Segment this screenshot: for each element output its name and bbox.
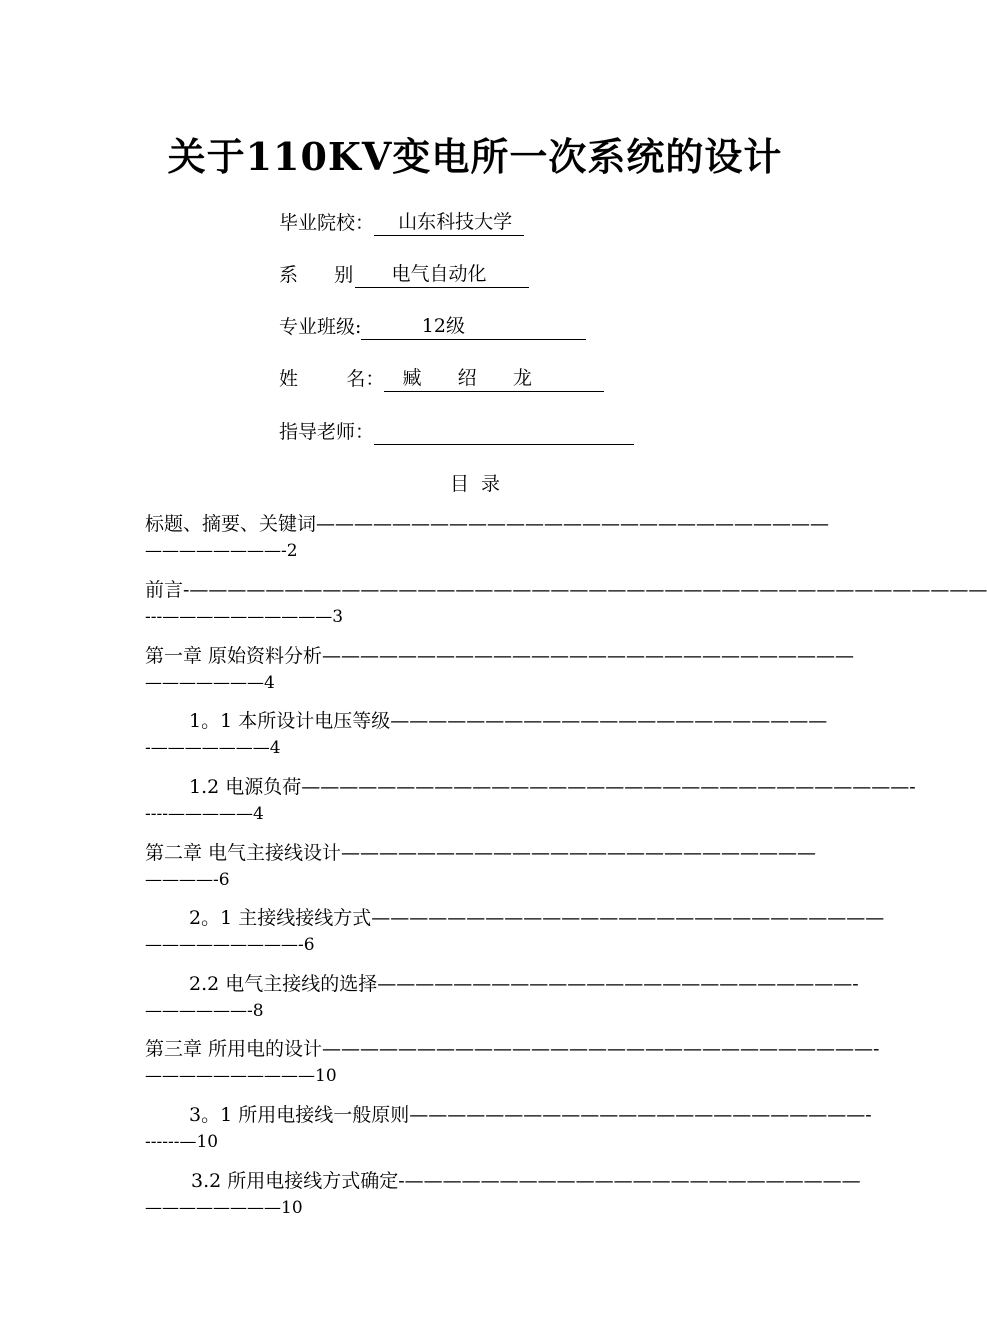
- toc-entry-text: 3。1 所用电接线一般原则————————————————————————-: [189, 1104, 872, 1126]
- info-label: 专业班级:: [279, 316, 362, 338]
- toc-entry-text: 第三章 所用电的设计—————————————————————————————-: [145, 1038, 880, 1060]
- toc-entry-text: 1.2 电源负荷————————————————————————————————-: [189, 776, 916, 798]
- toc-entry-page: ——————————10: [145, 1066, 337, 1086]
- info-label: 毕业院校：: [279, 212, 375, 234]
- toc-entry-text: 前言-——————————————————————————————————————————: [145, 579, 987, 601]
- info-value: 山东科技大学: [374, 209, 524, 236]
- toc-entry-page: ————————-2: [145, 541, 298, 561]
- info-label: 系 别: [279, 264, 354, 286]
- toc-entry-text: 标题、摘要、关键词———————————————————————————: [145, 513, 830, 535]
- toc-entry[interactable]: [145, 1036, 880, 1090]
- toc-entry-page: ---——————————3: [145, 607, 344, 627]
- toc-entry[interactable]: [145, 643, 855, 697]
- info-value: [374, 418, 634, 445]
- toc-entry[interactable]: [145, 511, 830, 565]
- info-value: 电气自动化: [355, 261, 529, 288]
- toc-entry-text: 2.2 电气主接线的选择—————————————————————————-: [189, 973, 859, 995]
- toc-entry[interactable]: [145, 1102, 872, 1156]
- toc-heading: 目 录: [449, 473, 501, 495]
- toc-entry[interactable]: [145, 905, 885, 959]
- document-title: 关于110KV变电所一次系统的设计: [167, 134, 783, 179]
- toc-entry[interactable]: [145, 774, 916, 828]
- info-row-department: [279, 261, 529, 289]
- toc-entry-text: 第一章 原始资料分析————————————————————————————: [145, 645, 855, 667]
- toc-entry[interactable]: [145, 971, 859, 1025]
- toc-entry[interactable]: [145, 577, 987, 631]
- info-row-class: [279, 313, 586, 341]
- toc-entry-page: ——————-8: [145, 1001, 264, 1021]
- toc-entry-text: 2。1 主接线接线方式———————————————————————————: [189, 907, 885, 929]
- info-row-advisor: [279, 418, 634, 446]
- toc-entry-page: -———————4: [145, 738, 281, 758]
- info-value: 臧 绍 龙: [384, 365, 604, 392]
- toc-entry-page: ------—10: [145, 1132, 219, 1152]
- info-value: 12级: [361, 313, 585, 340]
- toc-entry-page: ————————10: [145, 1198, 303, 1218]
- toc-entry-page: ———————4: [145, 673, 275, 693]
- info-label: 指导老师：: [279, 421, 375, 443]
- toc-entry[interactable]: [145, 840, 817, 894]
- info-label: 姓 名：: [279, 368, 385, 390]
- toc-entry-text: 1。1 本所设计电压等级———————————————————————: [189, 710, 828, 732]
- info-row-name: [279, 365, 604, 393]
- toc-entry[interactable]: [145, 708, 828, 762]
- toc-entry-page: ————-6: [145, 870, 230, 890]
- toc-entry[interactable]: [145, 1168, 861, 1222]
- toc-entry-page: —————————-6: [145, 935, 315, 955]
- toc-entry-text: 3.2 所用电接线方式确定-————————————————————————: [191, 1170, 861, 1192]
- info-row-school: [279, 209, 524, 237]
- toc-entry-text: 第二章 电气主接线设计—————————————————————————: [145, 842, 817, 864]
- toc-entry-page: ----—————4: [145, 804, 264, 824]
